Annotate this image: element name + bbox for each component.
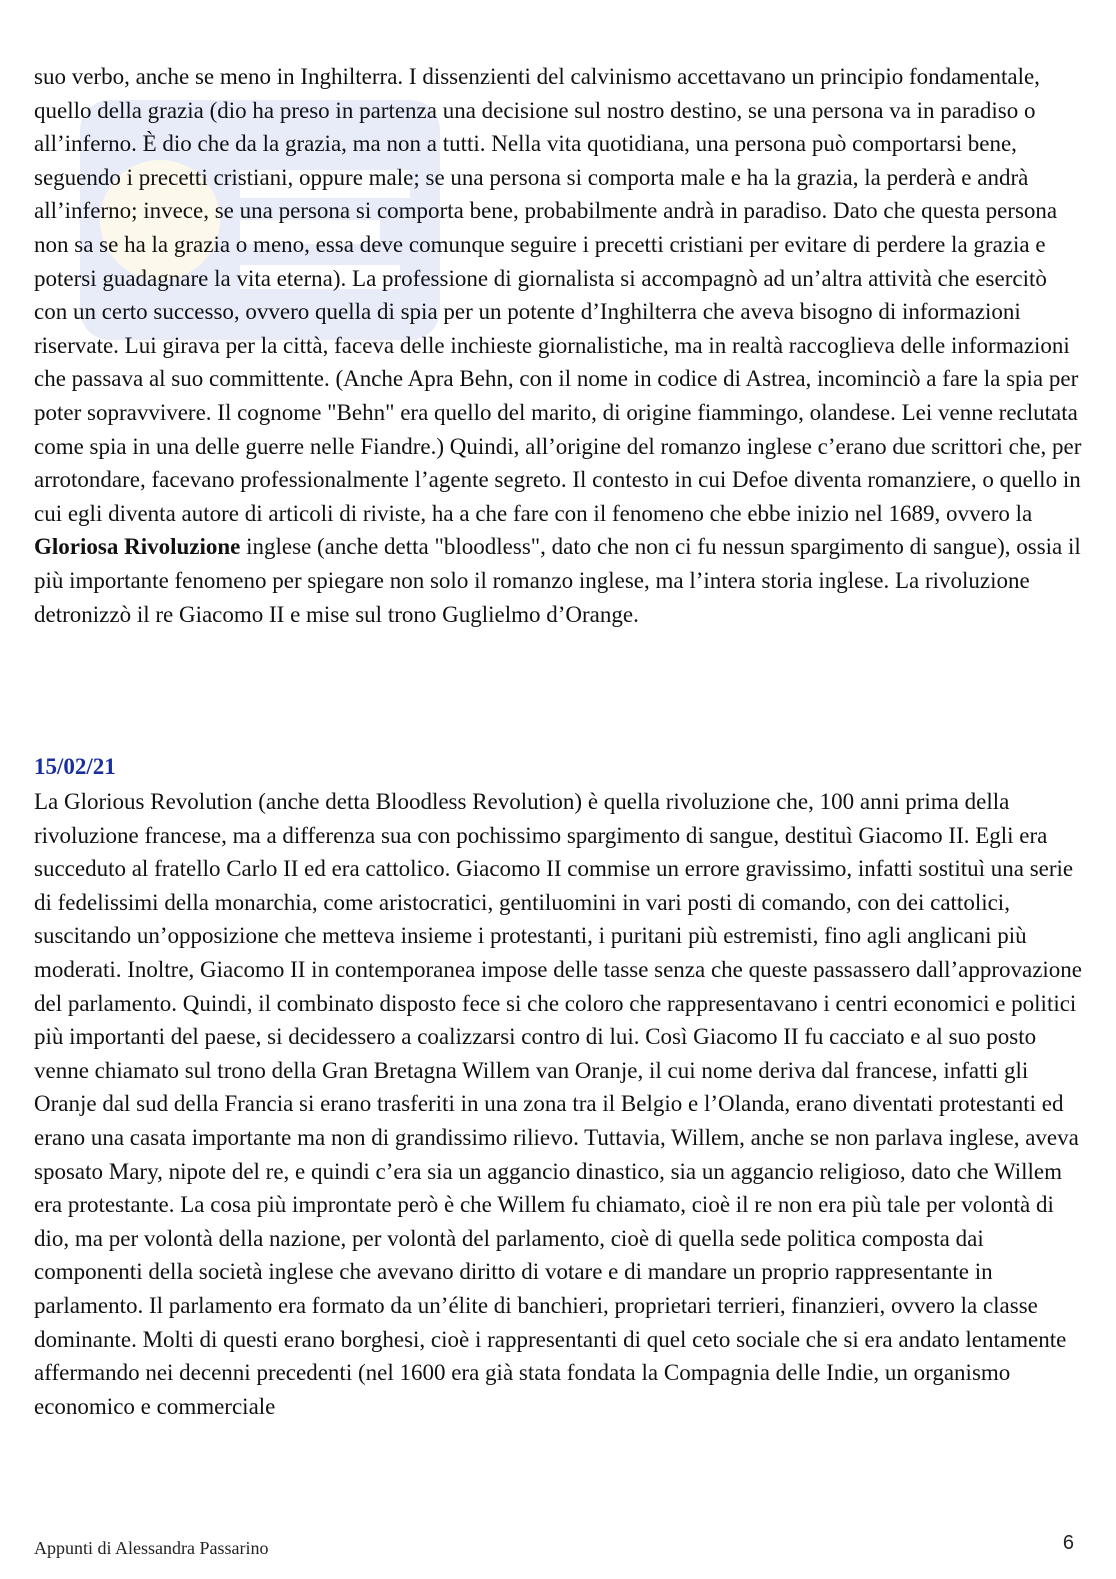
- paragraph-1-text-start: suo verbo, anche se meno in Inghilterra. I dissenzienti del calvinismo accettavano un principio fondamentale, quello della grazia (dio ha preso in partenza una decisione sul nostro destino, se una persona va in paradiso o all’inferno. È dio che da la grazia, ma non a tutti. Nella vita quotidiana, una persona può comportarsi bene, seguendo i precetti cristiani, oppure male; se una persona si comporta male e ha la grazia, la perderà e andrà all’inferno; invece, se una persona si comporta bene, probabilmente andrà in paradiso. Dato che questa persona non sa se ha la grazia o meno, essa deve comunque seguire i precetti cristiani per evitare di perdere la grazia e potersi guadagnare la vita eterna). La professione di giornalista si accompagnò ad un’altra attività che esercitò con un certo successo, ovvero quella di spia per un potente d’Inghilterra che aveva bisogno di informazioni riservate. Lui girava per la città, faceva delle inchieste giornalistiche, ma in realtà raccoglieva delle informazioni che passava al suo committente. (Anche Apra Behn, con il nome in codice di Astrea, incominciò a fare la spia per poter sopravvivere. Il cognome "Behn" era quello del marito, di origine fiammingo, olandese. Lei venne reclutata come spia in una delle guerre nelle Fiandre.) Quindi, all’origine del romanzo inglese c’erano due scrittori che, per arrotondare, facevano professionalmente l’agente segreto. Il contesto in cui Defoe diventa romanziere, o quello in cui egli diventa autore di articoli di riviste, ha a che fare con il fenomeno che ebbe inizio nel 1689, ovvero la: [34, 64, 1082, 526]
- section-date-heading: 15/02/21: [34, 754, 116, 779]
- body-paragraph-2: La Glorious Revolution (anche detta Bloodless Revolution) è quella rivoluzione che, 100 anni prima della rivoluzione francese, ma a differenza sua con pochissimo spargimento di sangue, destituì Giacomo II. Egli era succeduto al fratello Carlo II ed era cattolico. Giacomo II commise un errore gravissimo, infatti sostituì una serie di fedelissimi della monarchia, come aristocratici, gentiluomini in vari posti di comando, con dei cattolici, suscitando un’opposizione che metteva insieme i protestanti, i puritani più estremisti, fino agli anglicani più moderati. Inoltre, Giacomo II in contemporanea impose delle tasse senza che queste passassero dall’approvazione del parlamento. Quindi, il combinato disposto fece si che coloro che rappresentavano i centri economici e politici più importanti del paese, si decidessero a coalizzarsi contro di lui. Così Giacomo II fu cacciato e al suo posto venne chiamato sul trono della Gran Bretagna Willem van Oranje, il cui nome deriva dal francese, infatti gli Oranje dal sud della Francia si erano trasferiti in una zona tra il Belgio e l’Olanda, erano diventati protestanti ed erano una casata importante ma non di grandissimo rilievo. Tuttavia, Willem, anche se non parlava inglese, aveva sposato Mary, nipote del re, e quindi c’era sia un aggancio dinastico, sia un aggancio religioso, dato che Willem era protestante. La cosa più improntate però è che Willem fu chiamato, cioè il re non era più tale per volontà di dio, ma per volontà della nazione, per volontà del parlamento, cioè di quella sede politica composta dai componenti della società inglese che avevano diritto di votare e di mandare un proprio rappresentante in parlamento. Il parlamento era formato da un’élite di banchieri, proprietari terrieri, finanzieri, ovvero la classe dominante. Molti di questi erano borghesi, cioè i rappresentanti di quel ceto sociale che si era andato lentamente affermando nei decenni precedenti (nel 1600 era già stata fondata la Compagnia delle Indie, un organismo economico e commerciale: [34, 789, 1083, 1419]
- body-paragraph-1: [34, 60, 1084, 631]
- paragraph-1-text-end: inglese (anche detta "bloodless", dato che non ci fu nessun spargimento di sangue), ossia il più importante fenomeno per spiegare non solo il romanzo inglese, ma l’intera storia inglese. La rivoluzione detronizzò il re Giacomo II e mise sul trono Guglielmo d’Orange.: [34, 534, 1081, 627]
- page-number: 6: [1062, 1532, 1074, 1554]
- footer-author: Appunti di Alessandra Passarino: [34, 1538, 269, 1558]
- gloriosa-rivoluzione-term: Gloriosa Rivoluzione: [34, 534, 241, 560]
